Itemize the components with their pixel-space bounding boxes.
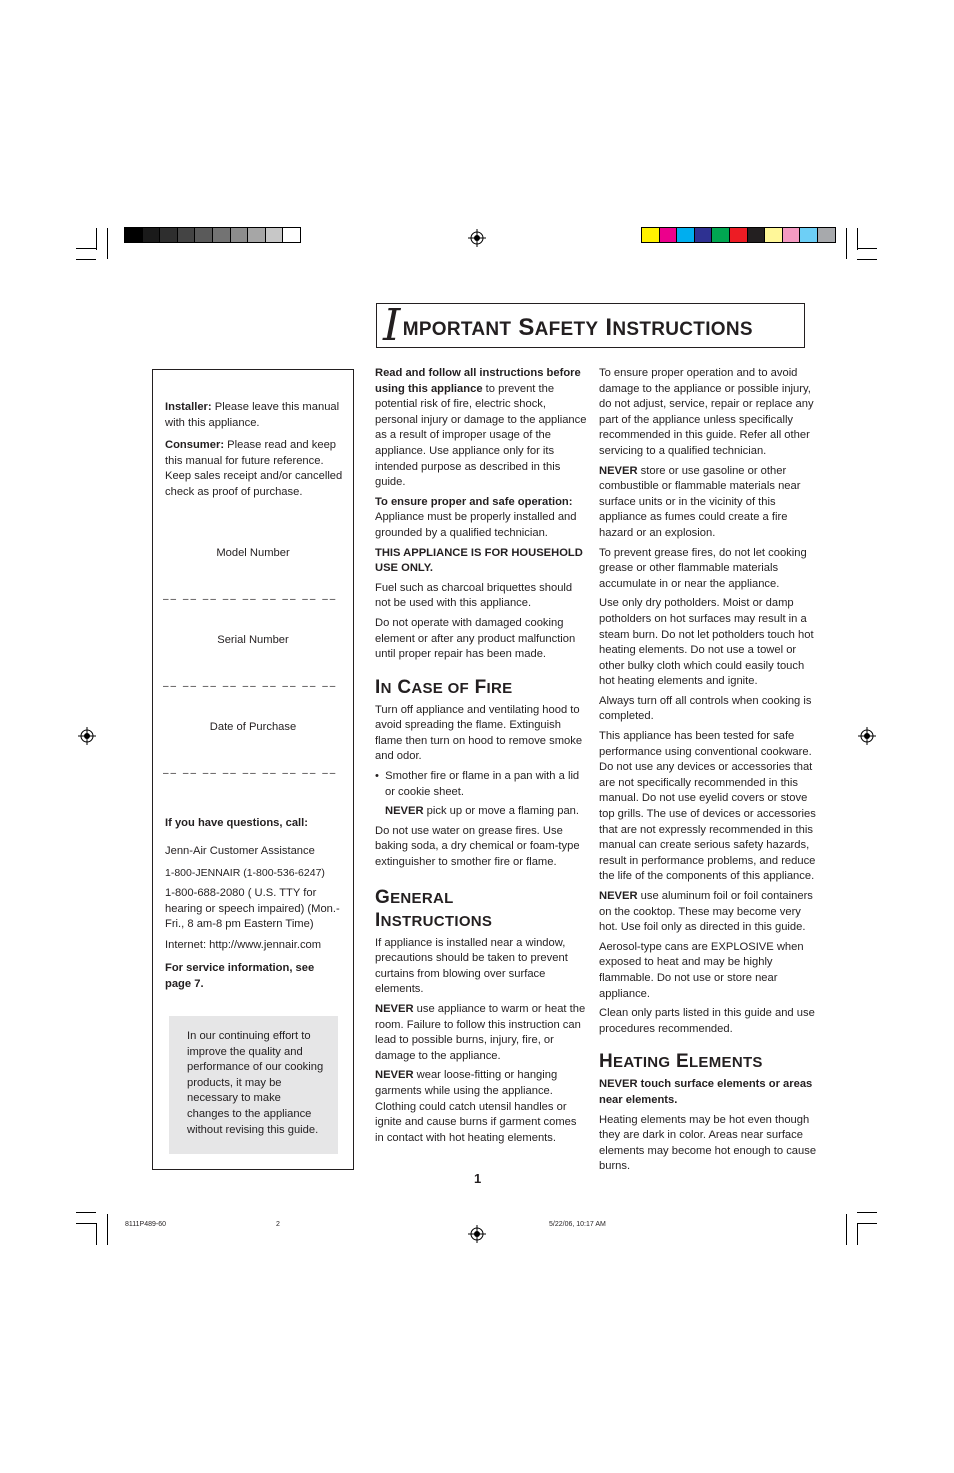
installer-note: Installer: Please leave this manual with this appliance. bbox=[165, 401, 340, 429]
footer-page: 2 bbox=[276, 1221, 280, 1228]
process-color-swatch bbox=[711, 228, 729, 242]
grayscale-swatch bbox=[177, 228, 195, 242]
grease-paragraph: To prevent grease fires, do not let cooking grease or other flammable materials accumulate in or near the appliance. bbox=[599, 546, 807, 590]
process-color-bar bbox=[641, 227, 836, 243]
main-column-left bbox=[375, 366, 587, 1150]
fuel-paragraph: Fuel such as charcoal briquettes should not be used with this appliance. bbox=[375, 581, 573, 610]
process-color-swatch bbox=[694, 228, 712, 242]
grayscale-swatch bbox=[142, 228, 160, 242]
section-heading-fire: IN CASE OF FIRE bbox=[375, 676, 513, 698]
heating-warning: NEVER touch surface elements or areas near elements. bbox=[599, 1078, 813, 1106]
model-number-label: Model Number bbox=[216, 547, 290, 559]
intro-paragraph: Read and follow all instructions before using this appliance to prevent the potential risk of fire, electric shock, personal injury or damage to the appliance as a result of improper usage of the appliance. Use appliance only for its intended purpose as described in this guide. bbox=[375, 367, 587, 489]
section-heading-general: GENERAL INSTRUCTIONS bbox=[375, 886, 493, 931]
page-number: 1 bbox=[474, 1171, 482, 1186]
serial-number-label: Serial Number bbox=[217, 634, 289, 646]
fire-paragraph: Turn off appliance and ventilating hood to avoid spreading the flame. Extinguish flame then turn on hood to remove smoke and odor. bbox=[375, 703, 583, 763]
grayscale-swatch bbox=[230, 228, 248, 242]
customer-assistance: Jenn-Air Customer Assistance bbox=[165, 845, 315, 857]
cookware-paragraph: This appliance has been tested for safe performance using conventional cookware. Do not use any devices or accessories that are not specifically recommended in this manual. Do not use eyelid covers or stove top grills. The use of devices or accessories that are not expressly recommended in this manual can create serious safety hazards, result in performance problems, and reduce the life of the components of this appliance. bbox=[599, 730, 816, 883]
registration-mark-top-icon bbox=[468, 229, 486, 247]
grayscale-swatch bbox=[265, 228, 283, 242]
proper-operation-paragraph: To ensure proper and safe operation: Appliance must be properly installed and grounded by a qualified technician. bbox=[375, 495, 577, 539]
process-color-swatch bbox=[747, 228, 765, 242]
date-of-purchase-label: Date of Purchase bbox=[209, 721, 297, 733]
service-info: For service information, see page 7. bbox=[165, 962, 315, 990]
process-color-swatch bbox=[729, 228, 747, 242]
garments-paragraph: NEVER wear loose-fitting or hanging garments while using the appliance. Clothing could catch utensil handles or ignite and cause burns if garment comes in contact with hot heating elements. bbox=[375, 1069, 577, 1144]
page-title: IMPORTANT SAFETY INSTRUCTIONS bbox=[376, 303, 805, 348]
footer-job-id: 8111P489-60 bbox=[125, 1221, 166, 1228]
footer-date: 5/22/06, 10:17 AM bbox=[549, 1221, 606, 1228]
controls-paragraph: Always turn off all controls when cooking is completed. bbox=[599, 694, 812, 723]
model-number-field: –– –– –– –– –– –– –– –– –– bbox=[163, 594, 338, 605]
fire-never-paragraph: NEVER pick up or move a flaming pan. bbox=[385, 805, 580, 818]
process-color-swatch bbox=[642, 228, 659, 242]
clean-paragraph: Clean only parts listed in this guide and use procedures recommended. bbox=[599, 1007, 815, 1035]
process-color-swatch bbox=[764, 228, 782, 242]
household-use-notice: THIS APPLIANCE IS FOR HOUSEHOLD USE ONLY. bbox=[375, 546, 583, 575]
process-color-swatch bbox=[659, 228, 677, 242]
date-of-purchase-field: –– –– –– –– –– –– –– –– –– bbox=[163, 768, 338, 779]
process-color-swatch bbox=[817, 228, 835, 242]
serial-number-field: –– –– –– –– –– –– –– –– –– bbox=[163, 681, 338, 692]
grayscale-swatch bbox=[247, 228, 265, 242]
fire-bullet: • Smother fire or flame in a pan with a lid or cookie sheet. bbox=[375, 770, 580, 798]
grayscale-color-bar bbox=[124, 227, 301, 243]
consumer-note: Consumer: Please read and keep this manual for future reference. Keep sales receipt and/or cancelled check as proof of purchase. bbox=[165, 439, 343, 498]
owner-info-sidebar bbox=[152, 369, 354, 1170]
grayscale-swatch bbox=[125, 228, 142, 242]
registration-mark-bottom-icon bbox=[468, 1225, 486, 1243]
tty-phone-number: 1-800-688-2080 ( U.S. TTY for hearing or speech impaired) (Mon.-Fri., 8 am-8 pm Eastern Time) bbox=[165, 887, 340, 931]
service-paragraph: To ensure proper operation and to avoid damage to the appliance or possible injury, do not adjust, service, repair or replace any part of the appliance unless specifically recommended in this guide. Refer all other servicing to a qualified technician. bbox=[599, 367, 814, 457]
title-initial: I bbox=[383, 300, 401, 351]
notice-box: In our continuing effort to improve the quality and performance of our cooking products, it may be necessary to make changes to the appliance without revising this guide. bbox=[169, 1016, 338, 1154]
grease-fire-paragraph: Do not use water on grease fires. Use baking soda, a dry chemical or foam-type extinguisher to smother fire or flame. bbox=[375, 824, 580, 869]
grayscale-swatch bbox=[194, 228, 212, 242]
internet-address: Internet: http://www.jennair.com bbox=[165, 939, 322, 951]
questions-heading: If you have questions, call: bbox=[165, 817, 308, 829]
potholders-paragraph: Use only dry potholders. Moist or damp potholders on hot surfaces may result in a steam burn. Do not let potholders touch hot heating elements. Do not use a towel or other bulky cloth which could easily touch hot heating elements and ignite. bbox=[599, 597, 814, 688]
registration-mark-right-icon bbox=[858, 727, 876, 745]
gasoline-paragraph: NEVER store or use gasoline or other combustible or flammable materials near surface units or in the vicinity of this appliance as fumes could create a fire hazard or an explosion. bbox=[599, 464, 801, 539]
section-heading-heating: HEATING ELEMENTS bbox=[599, 1051, 763, 1073]
foil-paragraph: NEVER use aluminum foil or foil containers on the cooktop. These may become very hot. Use foil only as directed in this guide. bbox=[599, 890, 813, 934]
heating-paragraph: Heating elements may be hot even though they are dark in color. Areas near surface elements may become hot enough to cause burns. bbox=[599, 1113, 817, 1173]
process-color-swatch bbox=[676, 228, 694, 242]
aerosol-paragraph: Aerosol-type cans are EXPLOSIVE when exposed to heat and may be highly flammable. Do not use or store near appliance. bbox=[599, 940, 804, 1000]
main-column-right bbox=[599, 366, 819, 1179]
phone-number: 1-800-JENNAIR (1-800-536-6247) bbox=[165, 867, 325, 879]
grayscale-swatch bbox=[212, 228, 230, 242]
process-color-swatch bbox=[799, 228, 817, 242]
window-paragraph: If appliance is installed near a window, precautions should be taken to prevent curtains from blowing over surface elements. bbox=[375, 936, 568, 996]
registration-mark-left-icon bbox=[78, 727, 96, 745]
grayscale-swatch bbox=[159, 228, 177, 242]
heat-room-paragraph: NEVER use appliance to warm or heat the room. Failure to follow this instruction can lead to possible burns, injury, fire, or damage to the appliance. bbox=[375, 1003, 586, 1062]
damage-paragraph: Do not operate with damaged cooking element or after any product malfunction until proper repair has been made. bbox=[375, 616, 576, 661]
grayscale-swatch bbox=[282, 228, 300, 242]
process-color-swatch bbox=[782, 228, 800, 242]
